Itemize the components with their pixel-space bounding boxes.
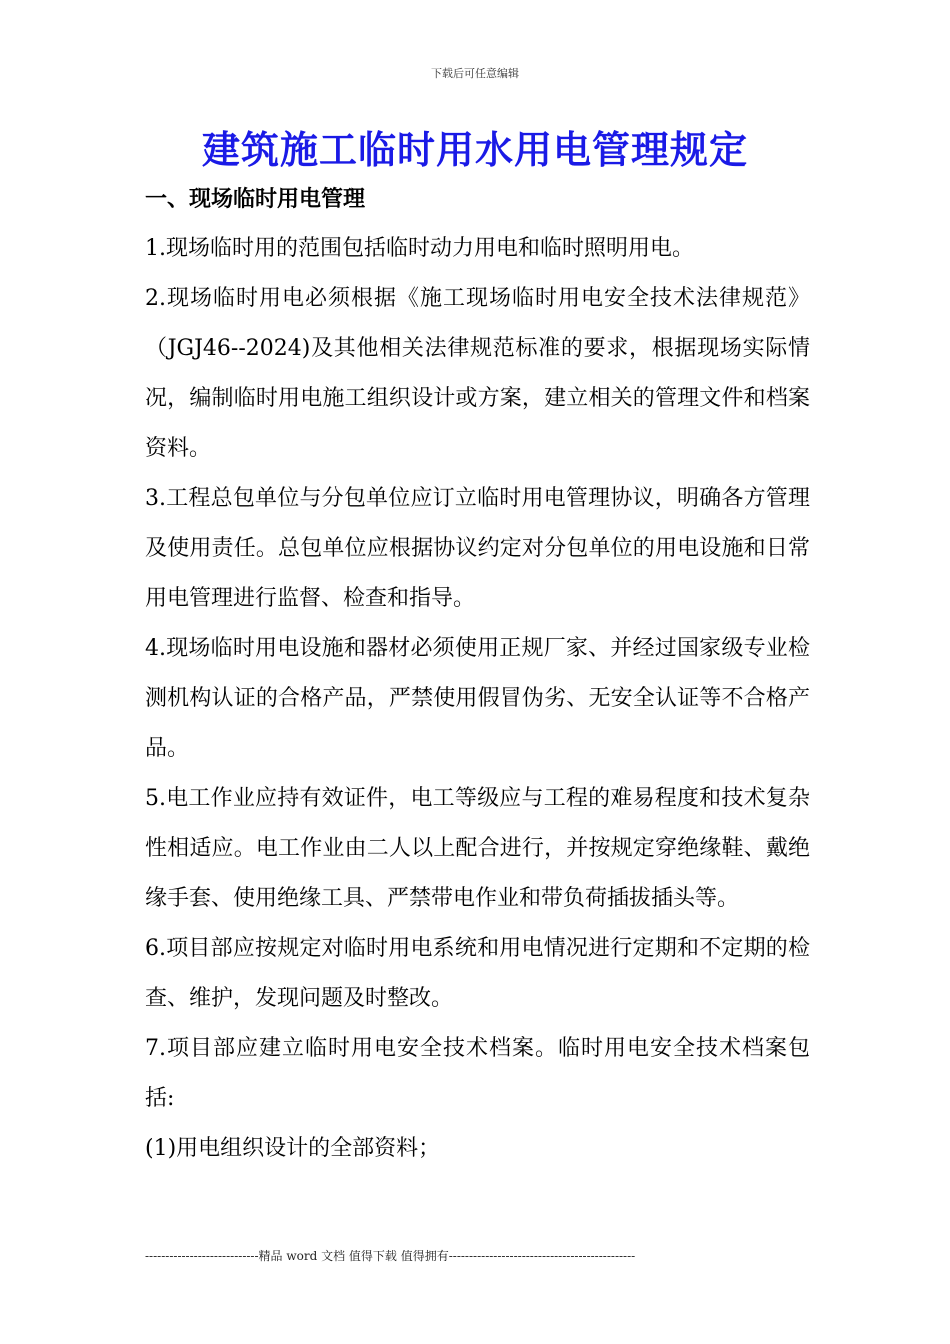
paragraph: 7.项目部应建立临时用电安全技术档案。临时用电安全技术档案包括: <box>145 1036 810 1111</box>
paragraph: 2.现场临时用电必须根据《施工现场临时用电安全技术法律规范》（JGJ46--2024)及其他相关法律规范标准的要求，根据现场实际情况，编制临时用电施工组织设计或方案，建立相关的管理文件和档案资料。 <box>145 286 810 461</box>
document-body <box>145 224 810 1174</box>
paragraph: (1)用电组织设计的全部资料； <box>145 1136 441 1161</box>
section-heading: 一、现场临时用电管理 <box>145 187 366 212</box>
document-title: 建筑施工临时用水用电管理规定 <box>201 128 748 172</box>
paragraph: 4.现场临时用电设施和器材必须使用正规厂家、并经过国家级专业检测机构认证的合格产品，严禁使用假冒伪劣、无安全认证等不合格产品。 <box>145 636 810 761</box>
header-note: 下载后可任意编辑 <box>431 67 519 80</box>
paragraph: 6.项目部应按规定对临时用电系统和用电情况进行定期和不定期的检查、维护，发现问题及时整改。 <box>145 936 810 1011</box>
paragraph: 5.电工作业应持有效证件，电工等级应与工程的难易程度和技术复杂性相适应。电工作业由二人以上配合进行，并按规定穿绝缘鞋、戴绝缘手套、使用绝缘工具、严禁带电作业和带负荷插拔插头等。 <box>145 786 810 911</box>
paragraph: 1.现场临时用的范围包括临时动力用电和临时照明用电。 <box>145 236 694 261</box>
footer-note: ----------------------------精品 word 文档 值得下载 值得拥有---------------------------------------------- <box>145 1249 636 1263</box>
paragraph: 3.工程总包单位与分包单位应订立临时用电管理协议，明确各方管理及使用责任。总包单位应根据协议约定对分包单位的用电设施和日常用电管理进行监督、检查和指导。 <box>145 486 810 611</box>
